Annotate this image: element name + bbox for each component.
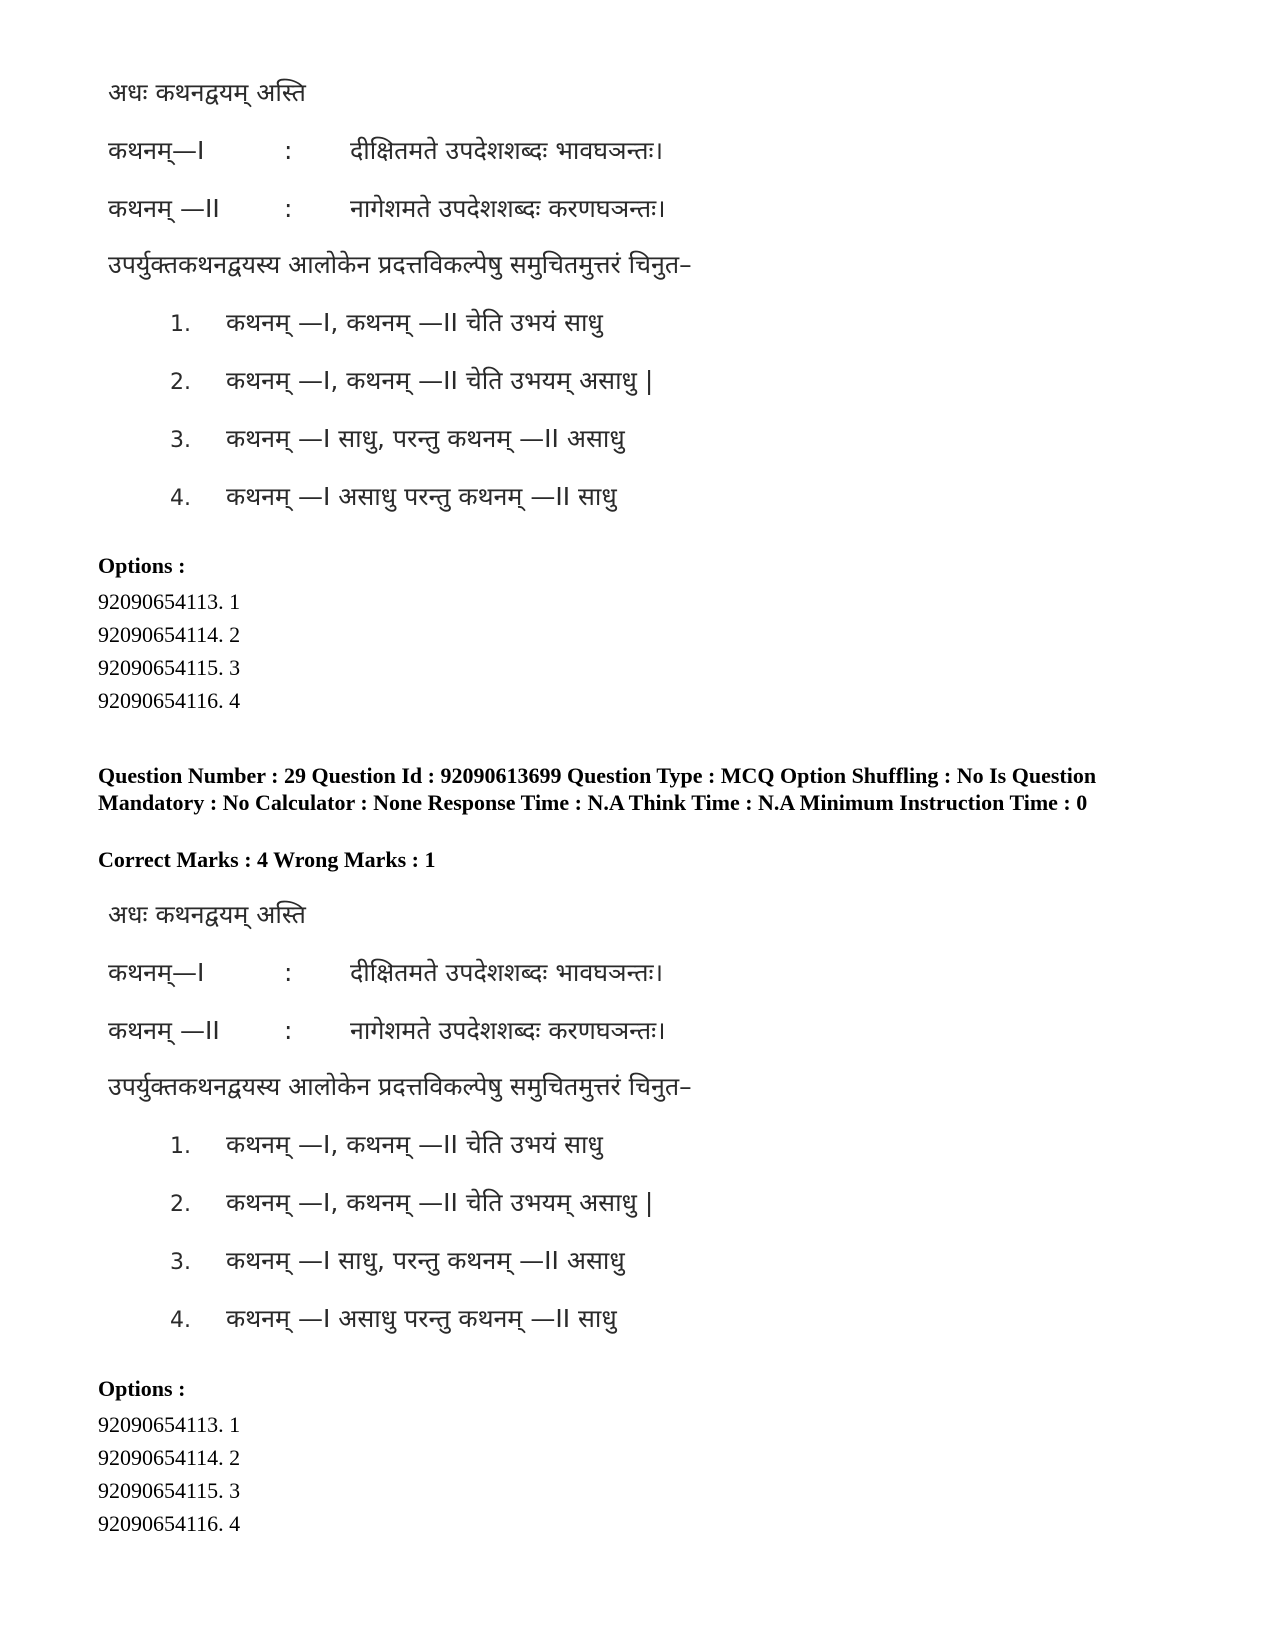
statement-label: कथनम्—I — [108, 136, 205, 165]
choice-list — [108, 306, 1168, 514]
statement-label: कथनम् —II — [108, 1016, 220, 1045]
question-instruction: उपर्युक्तकथनद्वयस्य आलोकेन प्रदत्तविकल्पेषु समुचितमुत्तरं चिनुत– — [108, 250, 692, 279]
statement-colon: : — [284, 1016, 293, 1045]
choice-item — [108, 1244, 1168, 1278]
statement-1 — [108, 956, 1168, 990]
options-list — [98, 585, 240, 717]
statement-text: नागेशमते उपदेशशब्दः करणघञन्तः। — [350, 1016, 666, 1045]
option-item: 92090654116. 4 — [98, 688, 241, 713]
choice-text: कथनम् —I, कथनम् —II चेति उभयं साधु — [226, 308, 603, 337]
statement-text: नागेशमते उपदेशशब्दः करणघञन्तः। — [350, 194, 666, 223]
options-list — [98, 1408, 240, 1540]
choice-item — [108, 480, 1168, 514]
statement-text: दीक्षितमते उपदेशशब्दः भावघञन्तः। — [350, 136, 664, 165]
choice-item — [108, 306, 1168, 340]
choice-number: 1. — [170, 312, 191, 337]
choice-number: 3. — [170, 1250, 191, 1275]
choice-text: कथनम् —I, कथनम् —II चेति उभयम् असाधु | — [226, 366, 654, 395]
option-item: 92090654114. 2 — [98, 622, 241, 647]
statement-colon: : — [284, 958, 293, 987]
statement-2 — [108, 192, 1168, 226]
choice-text: कथनम् —I असाधु परन्तु कथनम् —II साधु — [226, 1304, 617, 1333]
option-item: 92090654113. 1 — [98, 1412, 241, 1437]
statement-colon: : — [284, 136, 293, 165]
option-item: 92090654115. 3 — [98, 655, 241, 680]
choice-number: 1. — [170, 1134, 191, 1159]
statement-label: कथनम् —II — [108, 194, 220, 223]
options-heading: Options : — [98, 1376, 186, 1401]
choice-number: 4. — [170, 486, 191, 511]
choice-item — [108, 1186, 1168, 1220]
question-marks: Correct Marks : 4 Wrong Marks : 1 — [98, 847, 436, 872]
choice-item — [108, 422, 1168, 456]
statement-text: दीक्षितमते उपदेशशब्दः भावघञन्तः। — [350, 958, 664, 987]
choice-text: कथनम् —I, कथनम् —II चेति उभयम् असाधु | — [226, 1188, 654, 1217]
choice-item — [108, 1302, 1168, 1336]
choice-text: कथनम् —I, कथनम् —II चेति उभयं साधु — [226, 1130, 603, 1159]
choice-number: 2. — [170, 370, 191, 395]
choice-number: 3. — [170, 428, 191, 453]
statement-2 — [108, 1014, 1168, 1048]
option-item: 92090654115. 3 — [98, 1478, 241, 1503]
question-body-1 — [108, 76, 1168, 514]
options-heading: Options : — [98, 553, 186, 578]
choice-list — [108, 1128, 1168, 1336]
choice-text: कथनम् —I साधु, परन्तु कथनम् —II असाधु — [226, 1246, 625, 1275]
question-meta: Question Number : 29 Question Id : 92090613699 Question Type : MCQ Option Shuffling : No Is Question Mandatory : No Calculator : None Response Time : N.A Think Time : N.A Minimum Instruction Time : 0 — [98, 763, 1097, 815]
question-instruction: उपर्युक्तकथनद्वयस्य आलोकेन प्रदत्तविकल्पेषु समुचितमुत्तरं चिनुत– — [108, 1072, 692, 1101]
choice-text: कथनम् —I साधु, परन्तु कथनम् —II असाधु — [226, 424, 625, 453]
choice-item — [108, 1128, 1168, 1162]
question-body-2 — [108, 898, 1168, 1336]
choice-text: कथनम् —I असाधु परन्तु कथनम् —II साधु — [226, 482, 617, 511]
choice-number: 4. — [170, 1308, 191, 1333]
option-item: 92090654113. 1 — [98, 589, 241, 614]
question-intro: अधः कथनद्वयम् अस्ति — [108, 78, 306, 107]
option-item: 92090654114. 2 — [98, 1445, 241, 1470]
choice-number: 2. — [170, 1192, 191, 1217]
question-intro: अधः कथनद्वयम् अस्ति — [108, 900, 306, 929]
option-item: 92090654116. 4 — [98, 1511, 241, 1536]
choice-item — [108, 364, 1168, 398]
statement-label: कथनम्—I — [108, 958, 205, 987]
statement-1 — [108, 134, 1168, 168]
statement-colon: : — [284, 194, 293, 223]
